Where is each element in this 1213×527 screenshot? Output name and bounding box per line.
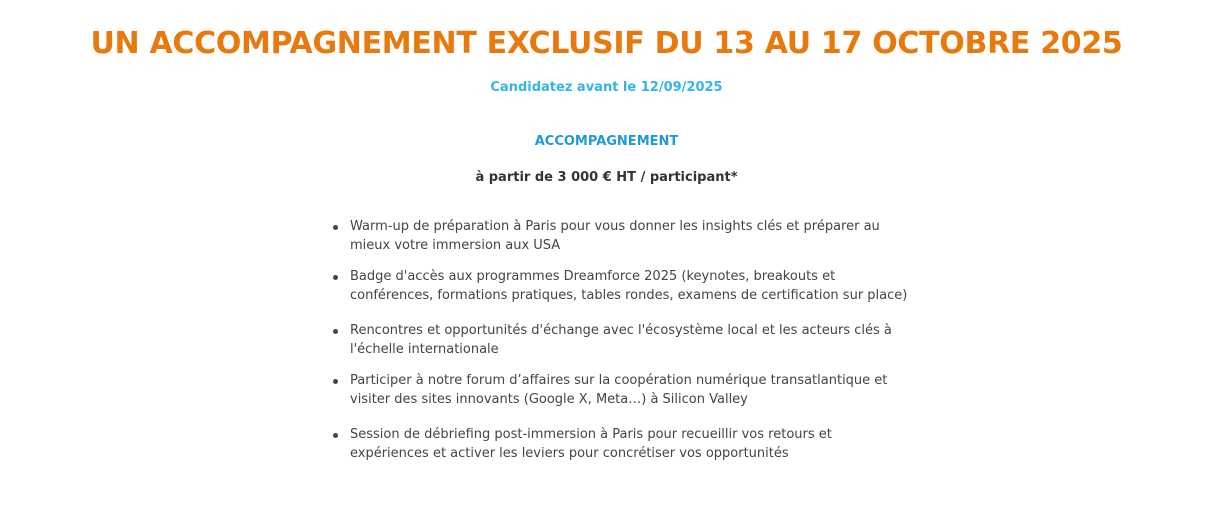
- feature-item: [330, 372, 910, 409]
- offer-price: à partir de 3 000 € HT / participant*: [475, 170, 738, 185]
- feature-item: [330, 268, 910, 305]
- page-title: UN ACCOMPAGNEMENT EXCLUSIF DU 13 AU 17 OCTOBRE 2025: [90, 26, 1123, 61]
- bullet-icon: [333, 329, 338, 334]
- feature-item: [330, 322, 910, 359]
- feature-text: Rencontres et opportunités d'échange avec l'écosystème local et les acteurs clés à l'échelle internationale: [350, 323, 892, 357]
- feature-item: [330, 426, 910, 463]
- feature-text: Participer à notre forum d’affaires sur la coopération numérique transatlantique et visiter des sites innovants (Google X, Meta…) à Silicon Valley: [350, 373, 888, 407]
- feature-text: Session de débriefing post-immersion à Paris pour recueillir vos retours et expériences et activer les leviers pour concrétiser vos opportunités: [350, 427, 832, 461]
- bullet-icon: [333, 433, 338, 438]
- application-deadline: Candidatez avant le 12/09/2025: [490, 80, 723, 95]
- feature-item: [330, 218, 910, 255]
- feature-text: Warm-up de préparation à Paris pour vous donner les insights clés et préparer au mieux votre immersion aux USA: [350, 219, 880, 253]
- offer-title: ACCOMPAGNEMENT: [534, 134, 679, 149]
- bullet-icon: [333, 225, 338, 230]
- bullet-icon: [333, 379, 338, 384]
- feature-list: [330, 218, 910, 463]
- feature-text: Badge d'accès aux programmes Dreamforce 2025 (keynotes, breakouts et conférences, formations pratiques, tables rondes, examens de certification sur place): [350, 269, 908, 303]
- bullet-icon: [333, 275, 338, 280]
